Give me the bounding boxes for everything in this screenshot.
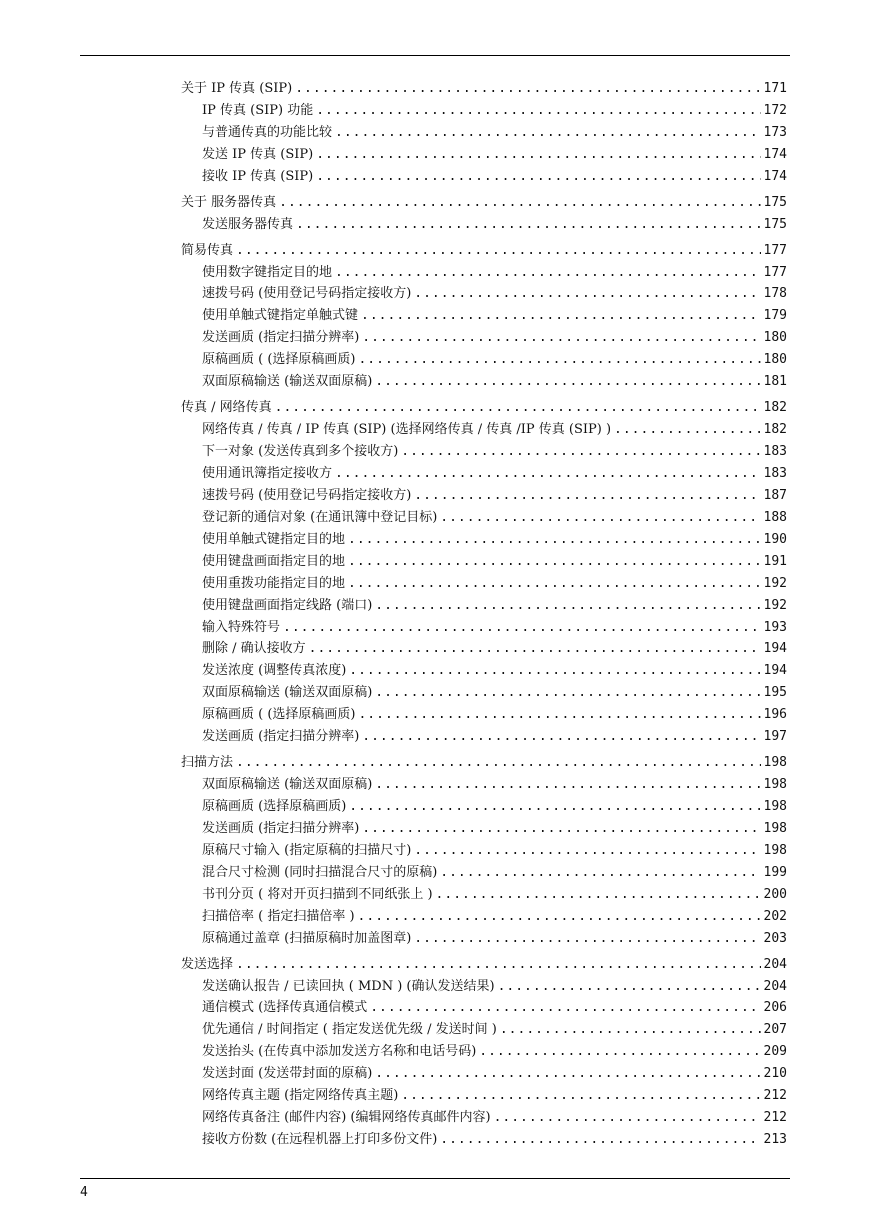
dot-leader [348,529,761,551]
dot-leader [375,1063,760,1085]
toc-entry[interactable] [181,617,787,639]
toc-entry-label: 使用单触式键指定单触式键 [202,308,359,324]
toc-entry[interactable] [181,166,787,188]
toc-entry[interactable] [181,419,787,441]
toc-section-heading-page-number: 198 [763,755,787,771]
toc-entry-page-number: 192 [763,597,787,613]
toc-entry-label: 速拨号码 (使用登记号码指定接收方) [202,286,412,302]
toc-entry[interactable] [181,862,787,884]
toc-entry[interactable] [181,1063,787,1085]
dot-leader [236,240,761,262]
toc-entry-page-number: 183 [763,465,787,481]
toc-section-heading[interactable] [181,752,787,774]
toc-entry[interactable] [181,638,787,660]
dot-leader [436,884,761,906]
toc-entry-label: 网络传真 / 传真 / IP 传真 (SIP) (选择网络传真 / 传真 /IP 传真 (SIP) ) [202,422,612,438]
toc-entry[interactable] [181,463,787,485]
toc-entry-label: 使用数字键指定目的地 [202,264,333,280]
toc-entry-page-number: 210 [763,1066,787,1082]
toc-entry-page-number: 193 [763,619,787,635]
footer-rule [80,1178,790,1179]
toc-entry-label: 通信模式 (选择传真通信模式 [202,1000,368,1016]
dot-leader [440,507,760,529]
toc-entry-page-number: 212 [763,1110,787,1126]
toc-section [181,397,787,748]
toc-entry[interactable] [181,726,787,748]
toc-entry[interactable] [181,704,787,726]
toc-entry[interactable] [181,928,787,950]
dot-leader [316,144,760,166]
toc-entry[interactable] [181,122,787,144]
toc-entry-page-number: 181 [763,374,787,390]
dot-leader [375,595,760,617]
toc-entry-label: 与普通传真的功能比较 [202,124,333,140]
dot-leader [335,463,761,485]
dot-leader [335,122,761,144]
toc-entry-page-number: 199 [763,864,787,880]
toc-section-heading[interactable] [181,954,787,976]
toc-entry-label: 扫描倍率 ( 指定扫描倍率 ) [202,908,355,924]
dot-leader [494,1107,761,1129]
toc-entry-label: 双面原稿输送 (输送双面原稿) [202,777,373,793]
toc-section [181,78,787,188]
dot-leader [275,397,761,419]
toc-entry-label: 发送画质 (指定扫描分辨率) [202,820,360,836]
toc-entry[interactable] [181,976,787,998]
toc-entry-page-number: 183 [763,444,787,459]
toc-entry-page-number: 207 [763,1022,787,1038]
toc-entry[interactable] [181,818,787,840]
dot-leader [498,976,761,998]
toc-entry-label: 发送抬头 (在传真中添加发送方名称和电话号码) [202,1044,477,1060]
toc-entry-page-number: 204 [763,978,787,994]
dot-leader [361,305,761,327]
dot-leader [414,283,760,305]
toc-section-heading-label: 简易传真 [181,242,234,258]
toc-entry-page-number: 178 [763,286,787,302]
dot-leader [401,1085,760,1107]
toc-entry-page-number: 180 [763,352,787,368]
dot-leader [349,796,760,818]
toc-entry-page-number: 179 [763,308,787,324]
toc-entry[interactable] [181,660,787,682]
dot-leader [358,349,760,371]
toc-entry-label: 原稿画质 (选择原稿画质) [202,799,347,814]
dot-leader [362,726,760,748]
toc-entry[interactable] [181,884,787,906]
table-of-contents [181,78,787,1155]
toc-entry-label: 原稿画质 ( (选择原稿画质) [202,352,356,368]
toc-entry-page-number: 175 [763,216,787,232]
toc-entry-page-number: 180 [763,330,787,346]
toc-entry-label: 使用重拨功能指定目的地 [202,575,346,591]
toc-entry-label: 混合尺寸检测 (同时扫描混合尺寸的原稿) [202,864,438,880]
dot-leader [362,327,760,349]
toc-entry[interactable] [181,682,787,704]
toc-entry-page-number: 174 [763,168,787,184]
toc-section [181,954,787,1151]
toc-entry[interactable] [181,1129,787,1151]
toc-entry[interactable] [181,906,787,928]
toc-section [181,192,787,236]
dot-leader [479,1041,760,1063]
dot-leader [295,78,760,100]
toc-entry-label: 发送服务器传真 [202,216,294,232]
dot-leader [348,573,761,595]
toc-entry-label: 书刊分页 ( 将对开页扫描到不同纸张上 ) [202,886,433,902]
toc-entry-label: 发送画质 (指定扫描分辨率) [202,330,360,346]
dot-leader [414,928,760,950]
toc-entry-page-number: 188 [763,509,787,525]
toc-entry[interactable] [181,595,787,617]
dot-leader [614,419,761,441]
dot-leader [362,818,760,840]
toc-entry-page-number: 198 [763,799,787,814]
toc-section-heading[interactable] [181,78,787,100]
toc-entry[interactable] [181,573,787,595]
toc-section-heading-page-number: 182 [763,400,787,416]
toc-section-heading[interactable] [181,240,787,262]
dot-leader [440,1129,760,1151]
toc-entry[interactable] [181,485,787,507]
toc-entry[interactable] [181,305,787,327]
header-rule [80,55,790,56]
dot-leader [349,660,760,682]
toc-entry-page-number: 195 [763,685,787,701]
toc-entry-label: 下一对象 (发送传真到多个接收方) [202,444,399,459]
toc-entry[interactable] [181,529,787,551]
dot-leader [500,1019,761,1041]
toc-entry-label: 删除 / 确认接收方 [202,641,306,657]
toc-entry-label: 接收方份数 (在远程机器上打印多份文件) [202,1132,438,1148]
toc-section-heading-page-number: 177 [763,242,787,258]
dot-leader [414,840,760,862]
toc-entry-label: 网络传真备注 (邮件内容) (编辑网络传真邮件内容) [202,1110,491,1126]
toc-section-heading-label: 关于 IP 传真 (SIP) [181,81,293,96]
toc-section-heading[interactable] [181,192,787,214]
toc-entry-label: 使用键盘画面指定目的地 [202,553,346,569]
toc-entry[interactable] [181,1041,787,1063]
toc-section [181,752,787,949]
toc-entry-page-number: 194 [763,641,787,657]
toc-entry-page-number: 173 [763,124,787,140]
dot-leader [401,441,760,463]
toc-entry-label: 登记新的通信对象 (在通讯簿中登记目标) [202,509,438,525]
toc-entry[interactable] [181,1019,787,1041]
dot-leader [335,262,761,284]
dot-leader [375,774,760,796]
toc-entry-page-number: 191 [763,553,787,569]
toc-entry-page-number: 206 [763,1000,787,1016]
toc-entry[interactable] [181,214,787,236]
toc-entry[interactable] [181,262,787,284]
dot-leader [309,638,761,660]
toc-entry-label: 输入特殊符号 [202,619,281,635]
toc-entry[interactable] [181,371,787,393]
toc-entry-label: 原稿通过盖章 (扫描原稿时加盖图章) [202,930,412,946]
dot-leader [316,100,760,122]
toc-entry-label: 发送画质 (指定扫描分辨率) [202,729,360,745]
toc-entry-page-number: 190 [763,531,787,547]
toc-entry-page-number: 194 [763,663,787,679]
toc-section-heading-label: 发送选择 [181,956,234,972]
toc-entry-page-number: 209 [763,1044,787,1060]
toc-section-heading-page-number: 175 [763,194,787,210]
toc-section-heading-page-number: 204 [763,956,787,972]
toc-entry[interactable] [181,283,787,305]
toc-entry-page-number: 172 [763,102,787,118]
dot-leader [358,704,760,726]
toc-entry[interactable] [181,441,787,463]
toc-entry-page-number: 177 [763,264,787,280]
toc-entry[interactable] [181,840,787,862]
toc-entry-label: 优先通信 / 时间指定 ( 指定发送优先级 / 发送时间 ) [202,1022,497,1038]
toc-entry[interactable] [181,507,787,529]
dot-leader [440,862,760,884]
toc-entry-page-number: 197 [763,729,787,745]
toc-entry-page-number: 198 [763,842,787,858]
dot-leader [236,954,761,976]
toc-section-heading-page-number: 171 [763,81,787,96]
toc-entry-label: 速拨号码 (使用登记号码指定接收方) [202,487,412,503]
toc-entry-label: 使用单触式键指定目的地 [202,531,346,547]
toc-entry-page-number: 198 [763,820,787,836]
toc-entry-page-number: 202 [763,908,787,924]
toc-entry-page-number: 192 [763,575,787,591]
toc-entry-page-number: 213 [763,1132,787,1148]
dot-leader [348,551,761,573]
dot-leader [283,617,761,639]
toc-entry[interactable] [181,327,787,349]
toc-section [181,240,787,394]
toc-entry[interactable] [181,774,787,796]
toc-section-heading-label: 扫描方法 [181,755,234,771]
toc-entry[interactable] [181,144,787,166]
toc-entry-page-number: 212 [763,1088,787,1104]
toc-entry-label: 发送 IP 传真 (SIP) [202,146,314,162]
toc-entry-page-number: 198 [763,777,787,793]
dot-leader [358,906,761,928]
toc-entry[interactable] [181,997,787,1019]
toc-entry-label: 发送浓度 (调整传真浓度) [202,663,347,679]
toc-entry[interactable] [181,100,787,122]
toc-entry-label: IP 传真 (SIP) 功能 [202,102,314,118]
toc-section-heading-label: 关于 服务器传真 [181,194,277,210]
dot-leader [316,166,760,188]
dot-leader [370,997,760,1019]
toc-entry-label: 发送确认报告 / 已读回执 ( MDN ) (确认发送结果) [202,978,495,994]
toc-entry-label: 使用键盘画面指定线路 (端口) [202,597,373,613]
toc-entry[interactable] [181,349,787,371]
toc-entry-label: 接收 IP 传真 (SIP) [202,168,314,184]
dot-leader [375,682,760,704]
toc-entry-page-number: 187 [763,487,787,503]
toc-section-heading-label: 传真 / 网络传真 [181,400,272,416]
toc-entry-page-number: 196 [763,707,787,723]
toc-entry[interactable] [181,1085,787,1107]
page-number: 4 [80,1185,88,1200]
toc-entry-label: 网络传真主题 (指定网络传真主题) [202,1088,399,1104]
toc-entry-label: 原稿尺寸输入 (指定原稿的扫描尺寸) [202,842,412,858]
toc-entry[interactable] [181,1107,787,1129]
toc-section-heading[interactable] [181,397,787,419]
dot-leader [296,214,761,236]
toc-entry[interactable] [181,796,787,818]
toc-entry-label: 使用通讯簿指定接收方 [202,465,333,481]
dot-leader [279,192,760,214]
toc-entry-label: 双面原稿输送 (输送双面原稿) [202,685,373,701]
toc-entry[interactable] [181,551,787,573]
dot-leader [236,752,761,774]
dot-leader [414,485,760,507]
toc-entry-page-number: 182 [763,422,787,438]
toc-entry-page-number: 200 [763,886,787,902]
toc-entry-label: 双面原稿输送 (输送双面原稿) [202,374,373,390]
dot-leader [375,371,760,393]
toc-entry-label: 发送封面 (发送带封面的原稿) [202,1066,373,1082]
toc-entry-page-number: 174 [763,146,787,162]
toc-entry-label: 原稿画质 ( (选择原稿画质) [202,707,356,723]
toc-entry-page-number: 203 [763,930,787,946]
